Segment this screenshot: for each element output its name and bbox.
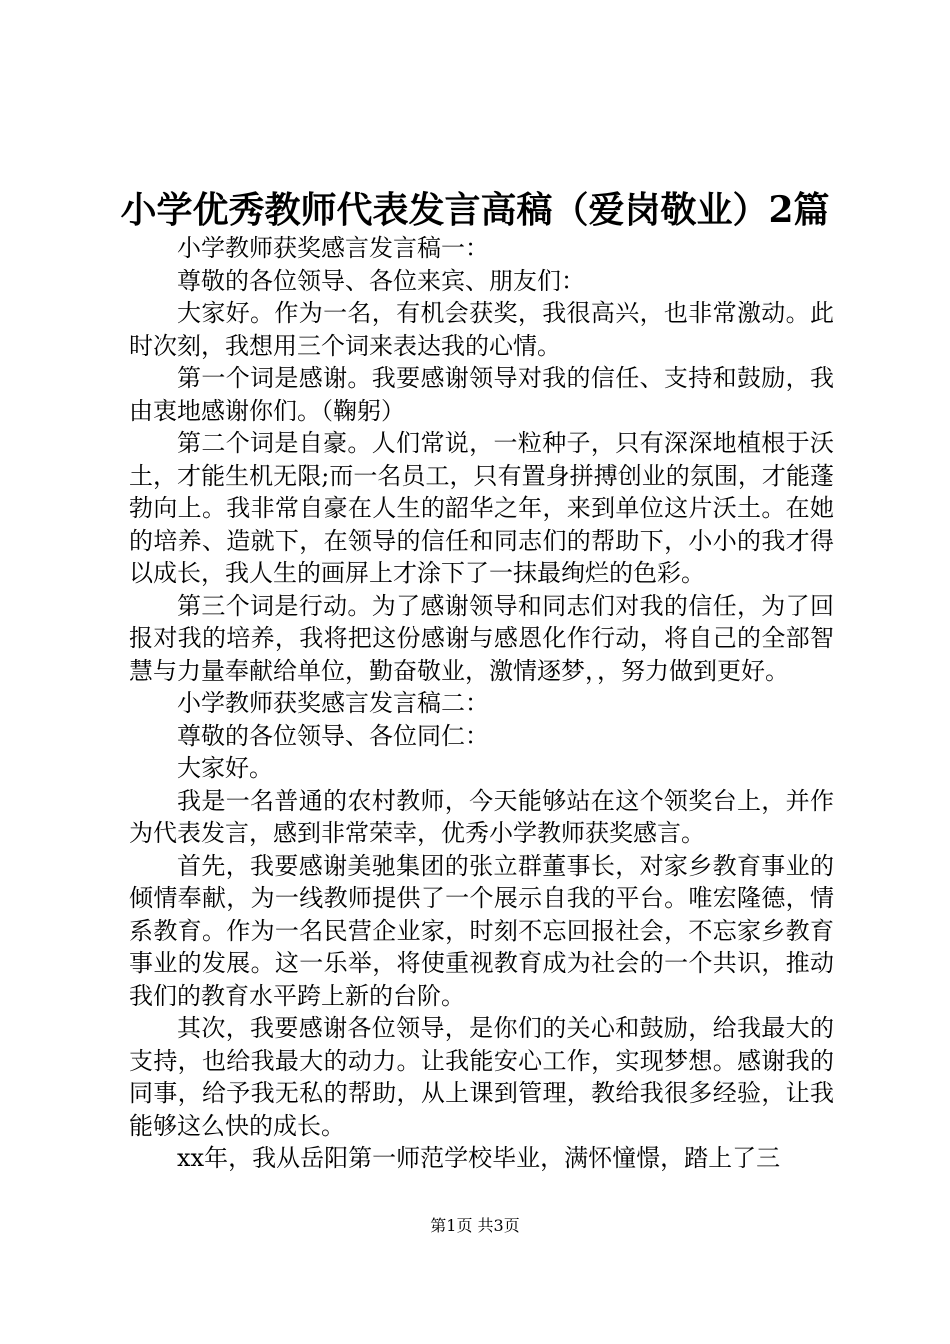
paragraph: 大家好。作为一名，有机会获奖，我很高兴，也非常激动。此时次刻，我想用三个词来表达我的心情。	[129, 299, 834, 360]
paragraph: 第三个词是行动。为了感谢领导和同志们对我的信任，为了回报对我的培养，我将把这份感谢与感恩化作行动，将自己的全部智慧与力量奉献给单位，勤奋敬业，激情逐梦，，努力做到更好。	[129, 591, 834, 685]
document-body	[129, 232, 834, 1175]
document-title: 小学优秀教师代表发言高稿（爱岗敬业）2篇	[120, 189, 830, 231]
paragraph: 第一个词是感谢。我要感谢领导对我的信任、支持和鼓励，我由衷地感谢你们。（鞠躬）	[129, 364, 834, 425]
paragraph: 小学教师获奖感言发言稿二：	[177, 689, 489, 717]
paragraph: 我是一名普通的农村教师，今天能够站在这个领奖台上，并作为代表发言，感到非常荣幸，优秀小学教师获奖感言。	[129, 786, 834, 847]
paragraph: 大家好。	[177, 754, 273, 782]
paragraph: 尊敬的各位领导、各位同仁：	[177, 721, 489, 750]
page-number-footer: 第1页 共3页	[430, 1216, 520, 1235]
paragraph: 首先，我要感谢美驰集团的张立群董事长，对家乡教育事业的倾情奉献，为一线教师提供了一个展示自我的平台。唯宏隆德，情系教育。作为一名民营企业家，时刻不忘回报社会，不忘家乡教育事业的发展。这一乐举，将使重视教育成为社会的一个共识，推动我们的教育水平跨上新的台阶。	[129, 851, 834, 1010]
paragraph: 尊敬的各位领导、各位来宾、朋友们：	[177, 266, 585, 295]
paragraph: xx年，我从岳阳第一师范学校毕业，满怀憧憬，踏上了三	[177, 1144, 781, 1172]
paragraph: 第二个词是自豪。人们常说，一粒种子，只有深深地植根于沃土，才能生机无限;而一名员工，只有置身拼搏创业的氛围，才能蓬勃向上。我非常自豪在人生的韶华之年，来到单位这片沃土。在她的培养、造就下，在领导的信任和同志们的帮助下，小小的我才得以成长，我人生的画屏上才涂下了一抹最绚烂的色彩。	[129, 429, 834, 587]
paragraph: 小学教师获奖感言发言稿一：	[177, 234, 489, 262]
paragraph: 其次，我要感谢各位领导，是你们的关心和鼓励，给我最大的支持，也给我最大的动力。让我能安心工作，实现梦想。感谢我的同事，给予我无私的帮助，从上课到管理，教给我很多经验，让我能够这么快的成长。	[129, 1014, 834, 1140]
